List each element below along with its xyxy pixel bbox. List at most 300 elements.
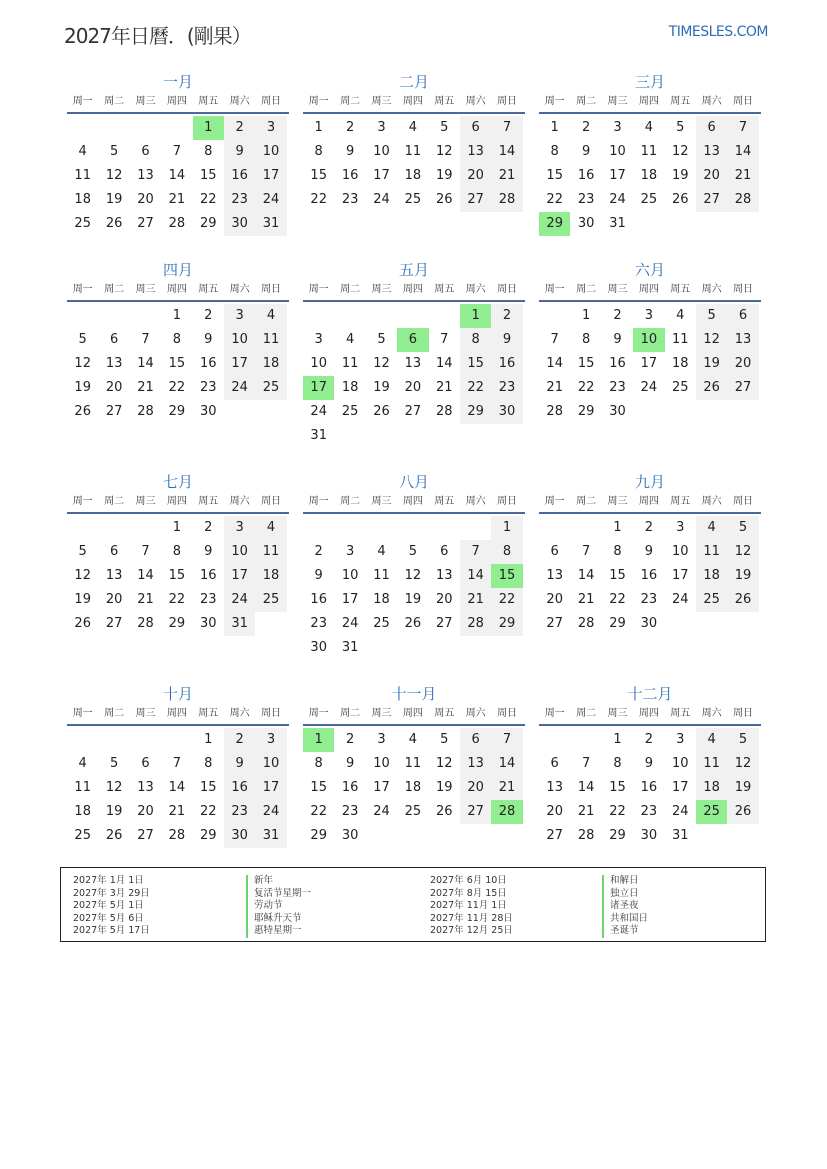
empty-cell xyxy=(334,304,365,328)
day-cell: 9 xyxy=(224,140,255,164)
day-cell: 16 xyxy=(224,776,255,800)
empty-cell xyxy=(429,304,460,328)
day-cell: 26 xyxy=(435,804,453,819)
day-cell: 28 xyxy=(137,404,154,419)
day-cell: 31 xyxy=(310,428,327,443)
day-cell: 15 xyxy=(168,568,186,583)
day-cell: 25 xyxy=(255,376,286,400)
weekday-header xyxy=(539,492,761,514)
day-cell: 6 xyxy=(141,756,150,771)
day-cell: 5 xyxy=(676,120,685,135)
day-cell: 11 xyxy=(404,756,422,771)
holiday-date: 2027年 12月 25日 xyxy=(430,925,513,936)
day-cell: 17 xyxy=(373,780,390,795)
weekday-label: 周三 xyxy=(371,496,392,507)
day-cell: 21 xyxy=(460,588,491,612)
holiday-name: 和解日 xyxy=(602,875,648,888)
day-cell: 13 xyxy=(404,356,422,371)
day-cell: 27 xyxy=(727,376,758,400)
day-cell: 16 xyxy=(199,356,217,371)
weekday-label: 周五 xyxy=(434,708,455,719)
day-cell: 15 xyxy=(577,356,595,371)
holiday-day-cell: 25 xyxy=(696,800,727,824)
day-cell: 8 xyxy=(204,144,213,159)
day-cell: 12 xyxy=(435,144,453,159)
month-block xyxy=(303,684,525,848)
day-cell: 30 xyxy=(199,404,217,419)
day-cell: 16 xyxy=(640,780,658,795)
day-cell: 19 xyxy=(696,352,727,376)
weekday-label: 周六 xyxy=(465,284,486,295)
weekday-label: 周一 xyxy=(544,708,565,719)
weekday-label: 周四 xyxy=(166,496,187,507)
weekday-label: 周二 xyxy=(104,708,125,719)
day-cell: 27 xyxy=(546,828,563,843)
weekday-label: 周三 xyxy=(135,496,156,507)
day-cell: 8 xyxy=(172,544,181,559)
day-cell: 28 xyxy=(460,612,491,636)
day-cell: 18 xyxy=(696,776,727,800)
day-cell: 13 xyxy=(460,140,491,164)
holiday-name: 劳动节 xyxy=(246,900,311,913)
day-cell: 15 xyxy=(310,780,327,795)
day-cell: 11 xyxy=(255,540,286,564)
day-cell: 6 xyxy=(141,144,150,159)
day-cell: 4 xyxy=(78,144,87,159)
day-cell: 14 xyxy=(491,140,522,164)
day-cell: 18 xyxy=(671,356,689,371)
day-cell: 28 xyxy=(727,188,758,212)
holiday-dates-left xyxy=(73,875,150,938)
day-cell: 12 xyxy=(373,356,390,371)
day-cell: 12 xyxy=(727,540,758,564)
empty-cell xyxy=(67,728,98,752)
holiday-day-cell: 1 xyxy=(460,304,491,328)
weekday-label: 周五 xyxy=(198,96,219,107)
day-cell: 9 xyxy=(581,144,591,159)
month-block xyxy=(539,72,761,236)
weekday-label: 周日 xyxy=(261,708,282,719)
day-cell: 7 xyxy=(491,728,522,752)
day-cell: 5 xyxy=(109,144,119,159)
day-cell: 25 xyxy=(255,588,286,612)
day-cell: 4 xyxy=(255,516,286,540)
day-cell: 15 xyxy=(460,352,491,376)
day-cell: 10 xyxy=(310,356,327,371)
weekday-label: 周五 xyxy=(434,496,455,507)
day-cell: 3 xyxy=(377,120,386,135)
day-cell: 17 xyxy=(255,776,286,800)
empty-cell xyxy=(130,728,161,752)
day-cell: 8 xyxy=(613,756,622,771)
day-cell: 2 xyxy=(224,728,255,752)
weekday-label: 周六 xyxy=(229,708,250,719)
day-cell: 23 xyxy=(310,616,327,631)
day-cell: 26 xyxy=(74,616,91,631)
weekday-label: 周一 xyxy=(544,96,565,107)
day-cell: 31 xyxy=(255,212,286,236)
day-cell: 9 xyxy=(613,332,622,347)
empty-cell xyxy=(67,516,98,540)
weekday-header xyxy=(67,492,289,514)
day-cell: 21 xyxy=(577,592,595,607)
day-cell: 22 xyxy=(168,380,186,395)
day-cell: 29 xyxy=(199,828,217,843)
day-cell: 2 xyxy=(644,732,653,747)
day-cell: 20 xyxy=(105,592,123,607)
day-cell: 1 xyxy=(172,308,181,323)
holiday-name: 圣诞节 xyxy=(602,925,648,938)
days-grid xyxy=(539,304,761,424)
day-cell: 1 xyxy=(172,520,181,535)
weekday-label: 周二 xyxy=(104,284,125,295)
day-cell: 11 xyxy=(696,752,727,776)
day-cell: 7 xyxy=(440,332,449,347)
weekday-label: 周日 xyxy=(497,496,518,507)
day-cell: 4 xyxy=(255,304,286,328)
day-cell: 7 xyxy=(141,544,150,559)
weekday-label: 周四 xyxy=(402,96,423,107)
day-cell: 7 xyxy=(581,544,591,559)
day-cell: 16 xyxy=(577,168,595,183)
day-cell: 21 xyxy=(727,164,758,188)
weekday-label: 周六 xyxy=(701,96,722,107)
holiday-day-cell: 10 xyxy=(633,328,664,352)
empty-cell xyxy=(161,116,192,140)
day-cell: 2 xyxy=(581,120,591,135)
weekday-label: 周一 xyxy=(308,708,329,719)
day-cell: 10 xyxy=(671,756,689,771)
weekday-label: 周三 xyxy=(135,708,156,719)
day-cell: 10 xyxy=(224,540,255,564)
day-cell: 23 xyxy=(199,592,217,607)
weekday-label: 周三 xyxy=(607,708,628,719)
day-cell: 17 xyxy=(671,568,689,583)
holiday-date: 2027年 5月 6日 xyxy=(73,912,144,924)
days-grid xyxy=(539,116,761,236)
day-cell: 5 xyxy=(109,756,119,771)
day-cell: 21 xyxy=(491,164,522,188)
weekday-label: 周六 xyxy=(465,496,486,507)
month-block xyxy=(303,260,525,448)
month-name: 十一月 xyxy=(391,685,437,703)
weekday-label: 周四 xyxy=(166,284,187,295)
day-cell: 5 xyxy=(727,728,758,752)
weekday-label: 周六 xyxy=(229,496,250,507)
day-cell: 1 xyxy=(550,120,559,135)
weekday-label: 周一 xyxy=(544,496,565,507)
day-cell: 24 xyxy=(609,192,626,207)
day-cell: 6 xyxy=(440,544,449,559)
day-cell: 26 xyxy=(373,404,390,419)
day-cell: 7 xyxy=(727,116,758,140)
weekday-label: 周四 xyxy=(638,496,659,507)
day-cell: 6 xyxy=(109,332,119,347)
day-cell: 13 xyxy=(546,780,563,795)
day-cell: 26 xyxy=(435,192,453,207)
day-cell: 27 xyxy=(546,616,563,631)
day-cell: 20 xyxy=(137,804,154,819)
day-cell: 22 xyxy=(460,376,491,400)
day-cell: 2 xyxy=(204,308,213,323)
day-cell: 6 xyxy=(109,544,119,559)
weekday-label: 周四 xyxy=(402,496,423,507)
day-cell: 21 xyxy=(546,380,563,395)
holiday-date: 2027年 8月 15日 xyxy=(430,887,507,899)
day-cell: 20 xyxy=(546,592,563,607)
day-cell: 30 xyxy=(640,828,658,843)
days-grid xyxy=(67,728,289,848)
holiday-name: 诸圣夜 xyxy=(602,900,648,913)
day-cell: 11 xyxy=(696,540,727,564)
day-cell: 29 xyxy=(310,828,327,843)
day-cell: 10 xyxy=(224,328,255,352)
day-cell: 18 xyxy=(74,192,91,207)
day-cell: 28 xyxy=(168,216,186,231)
day-cell: 30 xyxy=(341,828,359,843)
day-cell: 2 xyxy=(345,732,355,747)
day-cell: 12 xyxy=(105,780,123,795)
day-cell: 4 xyxy=(345,332,355,347)
day-cell: 20 xyxy=(546,804,563,819)
day-cell: 18 xyxy=(373,592,390,607)
weekday-label: 周五 xyxy=(670,96,691,107)
holiday-list xyxy=(60,867,766,942)
day-cell: 9 xyxy=(345,144,355,159)
weekday-label: 周五 xyxy=(670,284,691,295)
day-cell: 25 xyxy=(696,588,727,612)
day-cell: 25 xyxy=(404,192,422,207)
day-cell: 8 xyxy=(581,332,591,347)
empty-cell xyxy=(334,516,365,540)
month-name: 八月 xyxy=(398,473,429,491)
days-grid xyxy=(67,304,289,424)
day-cell: 2 xyxy=(204,520,213,535)
weekday-label: 周三 xyxy=(371,708,392,719)
weekday-header xyxy=(67,280,289,302)
day-cell: 18 xyxy=(255,352,286,376)
weekday-label: 周四 xyxy=(638,284,659,295)
weekday-label: 周三 xyxy=(371,284,392,295)
weekday-label: 周二 xyxy=(104,496,125,507)
empty-cell xyxy=(98,116,129,140)
day-cell: 14 xyxy=(435,356,453,371)
day-cell: 25 xyxy=(341,404,359,419)
days-grid xyxy=(67,116,289,236)
day-cell: 19 xyxy=(404,592,422,607)
day-cell: 17 xyxy=(341,592,359,607)
weekday-label: 周二 xyxy=(104,96,125,107)
month-block xyxy=(539,260,761,424)
weekday-label: 周六 xyxy=(229,96,250,107)
month-name: 二月 xyxy=(398,73,429,91)
weekday-header xyxy=(67,92,289,114)
day-cell: 3 xyxy=(314,332,323,347)
weekday-label: 周六 xyxy=(465,708,486,719)
weekday-label: 周二 xyxy=(340,708,361,719)
weekday-label: 周日 xyxy=(261,96,282,107)
day-cell: 8 xyxy=(172,332,181,347)
day-cell: 19 xyxy=(373,380,390,395)
day-cell: 18 xyxy=(341,380,359,395)
day-cell: 17 xyxy=(640,356,658,371)
day-cell: 7 xyxy=(491,116,522,140)
holiday-name: 独立日 xyxy=(602,888,648,901)
day-cell: 21 xyxy=(168,192,186,207)
day-cell: 23 xyxy=(577,192,595,207)
day-cell: 9 xyxy=(644,544,653,559)
day-cell: 17 xyxy=(609,168,626,183)
day-cell: 30 xyxy=(491,400,522,424)
holiday-day-cell: 6 xyxy=(397,328,428,352)
day-cell: 26 xyxy=(727,800,758,824)
day-cell: 14 xyxy=(168,780,186,795)
day-cell: 3 xyxy=(224,516,255,540)
weekday-header xyxy=(303,92,525,114)
day-cell: 6 xyxy=(696,116,727,140)
weekday-label: 周六 xyxy=(701,496,722,507)
holiday-names-right xyxy=(602,875,648,938)
day-cell: 19 xyxy=(727,564,758,588)
day-cell: 17 xyxy=(255,164,286,188)
day-cell: 3 xyxy=(377,732,386,747)
day-cell: 19 xyxy=(727,776,758,800)
day-cell: 10 xyxy=(255,752,286,776)
weekday-label: 周日 xyxy=(733,496,754,507)
day-cell: 22 xyxy=(168,592,186,607)
day-cell: 14 xyxy=(577,780,595,795)
day-cell: 3 xyxy=(255,116,286,140)
day-cell: 25 xyxy=(373,616,390,631)
day-cell: 29 xyxy=(460,400,491,424)
day-cell: 14 xyxy=(491,752,522,776)
weekday-header xyxy=(303,704,525,726)
day-cell: 3 xyxy=(613,120,622,135)
day-cell: 28 xyxy=(577,616,595,631)
day-cell: 26 xyxy=(727,588,758,612)
weekday-header xyxy=(303,280,525,302)
day-cell: 24 xyxy=(255,800,286,824)
day-cell: 8 xyxy=(314,756,323,771)
day-cell: 24 xyxy=(224,588,255,612)
day-cell: 26 xyxy=(671,192,689,207)
weekday-label: 周三 xyxy=(607,496,628,507)
day-cell: 10 xyxy=(373,756,390,771)
day-cell: 4 xyxy=(644,120,653,135)
day-cell: 10 xyxy=(609,144,626,159)
day-cell: 29 xyxy=(577,404,595,419)
day-cell: 29 xyxy=(491,612,522,636)
weekday-label: 周四 xyxy=(166,708,187,719)
day-cell: 2 xyxy=(491,304,522,328)
weekday-label: 周四 xyxy=(166,96,187,107)
empty-cell xyxy=(130,516,161,540)
day-cell: 23 xyxy=(199,380,217,395)
day-cell: 8 xyxy=(613,544,622,559)
day-cell: 3 xyxy=(224,304,255,328)
empty-cell xyxy=(303,304,334,328)
day-cell: 7 xyxy=(141,332,150,347)
month-name: 三月 xyxy=(634,73,665,91)
day-cell: 13 xyxy=(137,780,154,795)
weekday-label: 周五 xyxy=(198,496,219,507)
weekday-label: 周日 xyxy=(497,284,518,295)
day-cell: 30 xyxy=(224,212,255,236)
weekday-label: 周一 xyxy=(308,284,329,295)
day-cell: 1 xyxy=(613,520,622,535)
day-cell: 15 xyxy=(609,780,626,795)
day-cell: 16 xyxy=(341,780,359,795)
day-cell: 7 xyxy=(460,540,491,564)
day-cell: 31 xyxy=(341,640,359,655)
day-cell: 16 xyxy=(310,592,327,607)
day-cell: 18 xyxy=(404,780,422,795)
day-cell: 23 xyxy=(491,376,522,400)
weekday-label: 周日 xyxy=(497,708,518,719)
day-cell: 27 xyxy=(105,404,123,419)
day-cell: 26 xyxy=(105,828,123,843)
day-cell: 21 xyxy=(168,804,186,819)
days-grid xyxy=(539,516,761,636)
day-cell: 29 xyxy=(609,616,626,631)
day-cell: 3 xyxy=(345,544,355,559)
day-cell: 21 xyxy=(137,592,154,607)
holiday-date: 2027年 5月 1日 xyxy=(73,900,144,911)
day-cell: 11 xyxy=(255,328,286,352)
month-name: 十二月 xyxy=(627,685,673,703)
weekday-label: 周日 xyxy=(497,96,518,107)
day-cell: 24 xyxy=(640,380,658,395)
days-grid xyxy=(303,116,525,212)
day-cell: 2 xyxy=(224,116,255,140)
day-cell: 17 xyxy=(224,352,255,376)
weekday-label: 周四 xyxy=(638,708,659,719)
day-cell: 9 xyxy=(314,568,323,583)
day-cell: 24 xyxy=(671,804,689,819)
weekday-label: 周三 xyxy=(135,284,156,295)
day-cell: 23 xyxy=(224,188,255,212)
day-cell: 28 xyxy=(546,404,563,419)
day-cell: 14 xyxy=(168,168,186,183)
day-cell: 18 xyxy=(404,168,422,183)
day-cell: 12 xyxy=(74,356,91,371)
day-cell: 15 xyxy=(168,356,186,371)
site-logo[interactable]: TIMESLES.COM xyxy=(668,24,768,40)
weekday-label: 周二 xyxy=(340,284,361,295)
day-cell: 1 xyxy=(204,732,213,747)
weekday-label: 周五 xyxy=(434,284,455,295)
weekday-label: 周日 xyxy=(733,708,754,719)
day-cell: 19 xyxy=(671,168,689,183)
day-cell: 20 xyxy=(404,380,422,395)
day-cell: 26 xyxy=(696,376,727,400)
day-cell: 30 xyxy=(609,404,626,419)
day-cell: 2 xyxy=(314,544,323,559)
day-cell: 15 xyxy=(310,168,327,183)
day-cell: 11 xyxy=(640,144,658,159)
day-cell: 25 xyxy=(671,380,689,395)
day-cell: 27 xyxy=(137,216,154,231)
day-cell: 13 xyxy=(137,168,154,183)
day-cell: 25 xyxy=(640,192,658,207)
day-cell: 9 xyxy=(345,756,355,771)
holiday-names-left xyxy=(246,875,311,938)
holiday-name: 惠特星期一 xyxy=(246,925,311,938)
weekday-label: 周四 xyxy=(638,96,659,107)
weekday-label: 周二 xyxy=(576,496,597,507)
day-cell: 12 xyxy=(105,168,123,183)
day-cell: 15 xyxy=(609,568,626,583)
